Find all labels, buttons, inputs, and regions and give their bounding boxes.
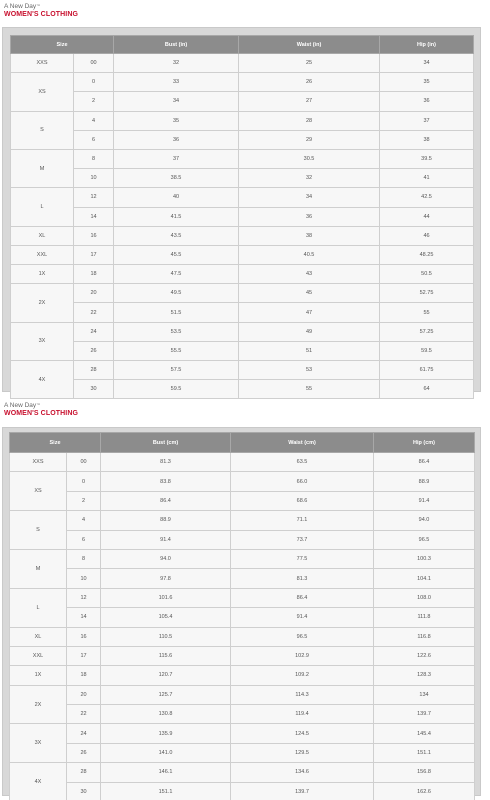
waist-cell: 40.5	[239, 245, 380, 264]
numeric-size-cell: 16	[74, 226, 114, 245]
numeric-size-cell: 22	[74, 303, 114, 322]
size-table	[10, 35, 474, 399]
hip-cell: 156.8	[374, 763, 475, 782]
numeric-size-cell: 10	[67, 569, 101, 588]
numeric-size-cell: 20	[74, 284, 114, 303]
waist-cell: 29	[239, 130, 380, 149]
bust-cell: 57.5	[114, 361, 239, 380]
header-size: Size	[10, 433, 101, 453]
table-row	[11, 130, 474, 149]
waist-cell: 55	[239, 380, 380, 399]
table-row	[10, 705, 475, 724]
hip-cell: 122.6	[374, 646, 475, 665]
bust-cell: 94.0	[101, 549, 231, 568]
hip-cell: 41	[380, 169, 474, 188]
bust-cell: 33	[114, 73, 239, 92]
bust-cell: 49.5	[114, 284, 239, 303]
hip-cell: 128.3	[374, 666, 475, 685]
table-row	[11, 322, 474, 341]
hip-cell: 59.5	[380, 341, 474, 360]
header-hip: Hip (cm)	[374, 433, 475, 453]
hip-cell: 145.4	[374, 724, 475, 743]
bust-cell: 59.5	[114, 380, 239, 399]
waist-cell: 51	[239, 341, 380, 360]
bust-cell: 105.4	[101, 608, 231, 627]
bust-cell: 81.3	[101, 453, 231, 472]
hip-cell: 96.5	[374, 530, 475, 549]
numeric-size-cell: 4	[67, 511, 101, 530]
bust-cell: 130.8	[101, 705, 231, 724]
waist-cell: 38	[239, 226, 380, 245]
bust-cell: 141.0	[101, 743, 231, 762]
waist-cell: 68.6	[231, 491, 374, 510]
table-row	[10, 530, 475, 549]
numeric-size-cell: 24	[67, 724, 101, 743]
waist-cell: 96.5	[231, 627, 374, 646]
table-row	[10, 491, 475, 510]
bust-cell: 32	[114, 54, 239, 73]
table-row	[11, 284, 474, 303]
waist-cell: 28	[239, 111, 380, 130]
waist-cell: 86.4	[231, 588, 374, 607]
waist-cell: 102.9	[231, 646, 374, 665]
bust-cell: 101.6	[101, 588, 231, 607]
hip-cell: 94.0	[374, 511, 475, 530]
waist-cell: 47	[239, 303, 380, 322]
size-cell: XS	[10, 472, 67, 511]
size-cell: 3X	[10, 724, 67, 763]
waist-cell: 134.6	[231, 763, 374, 782]
table-row	[11, 169, 474, 188]
table-row	[11, 54, 474, 73]
bust-cell: 47.5	[114, 265, 239, 284]
hip-cell: 52.75	[380, 284, 474, 303]
table-row	[10, 549, 475, 568]
header-waist: Waist (cm)	[231, 433, 374, 453]
hip-cell: 61.75	[380, 361, 474, 380]
bust-cell: 51.5	[114, 303, 239, 322]
chart-subtitle: WOMEN'S CLOTHING	[4, 410, 79, 417]
waist-cell: 139.7	[231, 782, 374, 800]
bust-cell: 88.9	[101, 511, 231, 530]
table-row	[10, 782, 475, 800]
waist-cell: 71.1	[231, 511, 374, 530]
numeric-size-cell: 22	[67, 705, 101, 724]
hip-cell: 34	[380, 54, 474, 73]
hip-cell: 86.4	[374, 453, 475, 472]
waist-cell: 81.3	[231, 569, 374, 588]
hip-cell: 162.6	[374, 782, 475, 800]
waist-cell: 109.2	[231, 666, 374, 685]
hip-cell: 57.25	[380, 322, 474, 341]
numeric-size-cell: 12	[67, 588, 101, 607]
table-row	[11, 303, 474, 322]
header-size: Size	[11, 36, 114, 54]
size-cell: L	[11, 188, 74, 226]
size-cell: 2X	[10, 685, 67, 724]
hip-cell: 88.9	[374, 472, 475, 491]
numeric-size-cell: 18	[74, 265, 114, 284]
waist-cell: 30.5	[239, 149, 380, 168]
bust-cell: 41.5	[114, 207, 239, 226]
size-cell: 2X	[11, 284, 74, 322]
size-cell: 3X	[11, 322, 74, 360]
table-frame	[2, 427, 481, 796]
size-cell: XS	[11, 73, 74, 111]
hip-cell: 50.5	[380, 265, 474, 284]
bust-cell: 55.5	[114, 341, 239, 360]
bust-cell: 110.5	[101, 627, 231, 646]
header-bust: Bust (cm)	[101, 433, 231, 453]
table-row	[10, 685, 475, 704]
size-cell: XXL	[11, 245, 74, 264]
hip-cell: 38	[380, 130, 474, 149]
header-waist: Waist (in)	[239, 36, 380, 54]
waist-cell: 34	[239, 188, 380, 207]
size-cell: XXS	[10, 453, 67, 472]
waist-cell: 63.5	[231, 453, 374, 472]
bust-cell: 36	[114, 130, 239, 149]
header-row	[11, 36, 474, 54]
numeric-size-cell: 24	[74, 322, 114, 341]
hip-cell: 35	[380, 73, 474, 92]
numeric-size-cell: 26	[67, 743, 101, 762]
numeric-size-cell: 28	[74, 361, 114, 380]
table-row	[10, 472, 475, 491]
size-cell: XL	[11, 226, 74, 245]
header-hip: Hip (in)	[380, 36, 474, 54]
waist-cell: 119.4	[231, 705, 374, 724]
waist-cell: 43	[239, 265, 380, 284]
table-row	[10, 646, 475, 665]
size-cell: XXL	[10, 646, 67, 665]
table-row	[10, 627, 475, 646]
numeric-size-cell: 30	[74, 380, 114, 399]
waist-cell: 66.0	[231, 472, 374, 491]
hip-cell: 36	[380, 92, 474, 111]
hip-cell: 44	[380, 207, 474, 226]
numeric-size-cell: 16	[67, 627, 101, 646]
waist-cell: 53	[239, 361, 380, 380]
numeric-size-cell: 20	[67, 685, 101, 704]
size-cell: M	[10, 549, 67, 588]
waist-cell: 45	[239, 284, 380, 303]
bust-cell: 135.9	[101, 724, 231, 743]
bust-cell: 40	[114, 188, 239, 207]
waist-cell: 26	[239, 73, 380, 92]
bust-cell: 120.7	[101, 666, 231, 685]
size-cell: 1X	[10, 666, 67, 685]
table-row	[10, 453, 475, 472]
size-cell: S	[11, 111, 74, 149]
table-row	[11, 207, 474, 226]
waist-cell: 49	[239, 322, 380, 341]
table-row	[10, 511, 475, 530]
numeric-size-cell: 4	[74, 111, 114, 130]
table-row	[11, 188, 474, 207]
hip-cell: 46	[380, 226, 474, 245]
hip-cell: 139.7	[374, 705, 475, 724]
chart-subtitle: WOMEN'S CLOTHING	[4, 11, 79, 18]
numeric-size-cell: 30	[67, 782, 101, 800]
table-row	[11, 226, 474, 245]
table-row	[11, 361, 474, 380]
hip-cell: 151.1	[374, 743, 475, 762]
numeric-size-cell: 00	[67, 453, 101, 472]
numeric-size-cell: 12	[74, 188, 114, 207]
numeric-size-cell: 28	[67, 763, 101, 782]
header-row	[10, 433, 475, 453]
numeric-size-cell: 6	[74, 130, 114, 149]
table-row	[11, 149, 474, 168]
numeric-size-cell: 8	[67, 549, 101, 568]
waist-cell: 77.5	[231, 549, 374, 568]
table-body	[11, 54, 474, 399]
numeric-size-cell: 2	[67, 491, 101, 510]
waist-cell: 129.5	[231, 743, 374, 762]
hip-cell: 104.1	[374, 569, 475, 588]
table-row	[10, 569, 475, 588]
bust-cell: 146.1	[101, 763, 231, 782]
waist-cell: 114.3	[231, 685, 374, 704]
hip-cell: 91.4	[374, 491, 475, 510]
waist-cell: 25	[239, 54, 380, 73]
table-row	[10, 743, 475, 762]
hip-cell: 48.25	[380, 245, 474, 264]
table-row	[10, 588, 475, 607]
table-row	[10, 666, 475, 685]
bust-cell: 91.4	[101, 530, 231, 549]
hip-cell: 116.8	[374, 627, 475, 646]
table-row	[11, 265, 474, 284]
bust-cell: 34	[114, 92, 239, 111]
size-cell: 1X	[11, 265, 74, 284]
brand-name: A New Day™	[4, 402, 41, 409]
bust-cell: 53.5	[114, 322, 239, 341]
hip-cell: 55	[380, 303, 474, 322]
size-cell: XL	[10, 627, 67, 646]
numeric-size-cell: 0	[67, 472, 101, 491]
bust-cell: 37	[114, 149, 239, 168]
size-cell: S	[10, 511, 67, 550]
size-table	[9, 432, 475, 800]
bust-cell: 86.4	[101, 491, 231, 510]
bust-cell: 45.5	[114, 245, 239, 264]
numeric-size-cell: 00	[74, 54, 114, 73]
hip-cell: 42.5	[380, 188, 474, 207]
table-row	[11, 111, 474, 130]
table-row	[11, 245, 474, 264]
hip-cell: 134	[374, 685, 475, 704]
hip-cell: 100.3	[374, 549, 475, 568]
header-bust: Bust (in)	[114, 36, 239, 54]
table-frame	[2, 27, 481, 392]
trademark-mark: ™	[36, 3, 41, 8]
numeric-size-cell: 26	[74, 341, 114, 360]
waist-cell: 124.5	[231, 724, 374, 743]
size-cell: XXS	[11, 54, 74, 73]
bust-cell: 97.8	[101, 569, 231, 588]
numeric-size-cell: 17	[74, 245, 114, 264]
waist-cell: 27	[239, 92, 380, 111]
hip-cell: 64	[380, 380, 474, 399]
bust-cell: 38.5	[114, 169, 239, 188]
size-cell: L	[10, 588, 67, 627]
bust-cell: 115.6	[101, 646, 231, 665]
table-row	[11, 380, 474, 399]
hip-cell: 111.8	[374, 608, 475, 627]
table-body	[10, 453, 475, 800]
hip-cell: 39.5	[380, 149, 474, 168]
trademark-mark: ™	[36, 402, 41, 407]
waist-cell: 36	[239, 207, 380, 226]
brand-name: A New Day™	[4, 3, 41, 10]
numeric-size-cell: 10	[74, 169, 114, 188]
numeric-size-cell: 8	[74, 149, 114, 168]
bust-cell: 43.5	[114, 226, 239, 245]
bust-cell: 151.1	[101, 782, 231, 800]
bust-cell: 83.8	[101, 472, 231, 491]
numeric-size-cell: 14	[74, 207, 114, 226]
hip-cell: 108.0	[374, 588, 475, 607]
waist-cell: 91.4	[231, 608, 374, 627]
table-row	[10, 763, 475, 782]
numeric-size-cell: 18	[67, 666, 101, 685]
table-row	[11, 92, 474, 111]
numeric-size-cell: 17	[67, 646, 101, 665]
hip-cell: 37	[380, 111, 474, 130]
waist-cell: 73.7	[231, 530, 374, 549]
table-row	[10, 724, 475, 743]
table-row	[11, 341, 474, 360]
numeric-size-cell: 6	[67, 530, 101, 549]
numeric-size-cell: 0	[74, 73, 114, 92]
numeric-size-cell: 2	[74, 92, 114, 111]
size-cell: 4X	[11, 361, 74, 399]
size-cell: M	[11, 149, 74, 187]
numeric-size-cell: 14	[67, 608, 101, 627]
table-row	[11, 73, 474, 92]
bust-cell: 35	[114, 111, 239, 130]
waist-cell: 32	[239, 169, 380, 188]
size-cell: 4X	[10, 763, 67, 800]
bust-cell: 125.7	[101, 685, 231, 704]
table-row	[10, 608, 475, 627]
